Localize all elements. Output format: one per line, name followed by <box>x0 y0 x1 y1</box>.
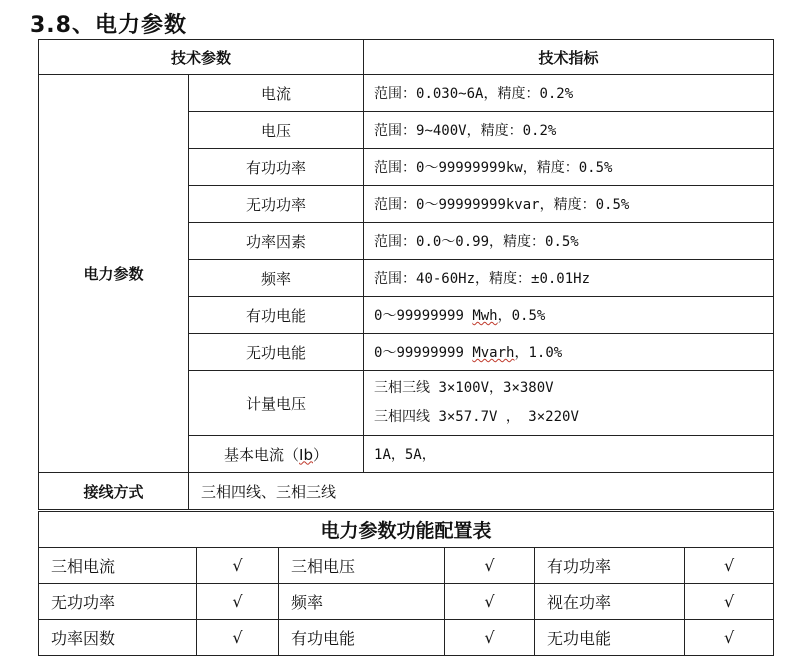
check-mark: √ <box>445 620 535 656</box>
function-name: 频率 <box>279 584 445 620</box>
name-prefix: 基本电流（ <box>224 445 300 464</box>
value-prefix: 0～99999999 <box>374 345 473 361</box>
check-mark: √ <box>197 548 279 584</box>
param-name: 有功功率 <box>189 149 364 186</box>
wiring-label: 接线方式 <box>39 473 189 510</box>
table-row <box>39 75 774 112</box>
section-title: 3.8、电力参数 <box>30 13 187 38</box>
param-value: 范围：40-60Hz，精度：±0.01Hz <box>364 260 774 297</box>
param-name: 功率因素 <box>189 223 364 260</box>
value-suffix: ，0.5% <box>497 308 546 324</box>
function-name: 无功电能 <box>535 620 685 656</box>
param-value: 1A，5A， <box>364 436 774 473</box>
check-mark: √ <box>445 548 535 584</box>
param-value: 范围：0～99999999kw，精度：0.5% <box>364 149 774 186</box>
param-name: 无功电能 <box>189 334 364 371</box>
param-name <box>189 436 364 473</box>
wiring-row <box>39 473 774 510</box>
table-row <box>39 584 774 620</box>
param-value: 范围：9~400V，精度：0.2% <box>364 112 774 149</box>
check-mark: √ <box>685 584 774 620</box>
param-value: 范围：0～99999999kvar，精度：0.5% <box>364 186 774 223</box>
function-name: 功率因数 <box>39 620 197 656</box>
name-unit: Ib <box>299 445 313 464</box>
check-mark: √ <box>197 620 279 656</box>
header-param: 技术参数 <box>39 40 364 75</box>
table-row <box>39 548 774 584</box>
spec-table <box>38 39 774 510</box>
value-suffix: ，1.0% <box>514 345 563 361</box>
function-name: 三相电压 <box>279 548 445 584</box>
param-name: 有功电能 <box>189 297 364 334</box>
param-value: 范围：0.0～0.99，精度：0.5% <box>364 223 774 260</box>
function-table-title: 电力参数功能配置表 <box>39 512 774 548</box>
check-mark: √ <box>445 584 535 620</box>
value-unit: Mvarh <box>472 345 515 361</box>
check-mark: √ <box>685 620 774 656</box>
value-prefix: 0～99999999 <box>374 308 473 324</box>
value-line: 三相三线 3×100V，3×380V <box>374 380 554 396</box>
function-name: 三相电流 <box>39 548 197 584</box>
param-name: 计量电压 <box>189 371 364 436</box>
param-name: 无功功率 <box>189 186 364 223</box>
category-label: 电力参数 <box>39 75 189 473</box>
param-name: 频率 <box>189 260 364 297</box>
check-mark: √ <box>685 548 774 584</box>
param-name: 电压 <box>189 112 364 149</box>
param-value: 范围：0.030~6A，精度：0.2% <box>364 75 774 112</box>
value-unit: Mwh <box>472 308 498 324</box>
function-name: 视在功率 <box>535 584 685 620</box>
function-name: 有功功率 <box>535 548 685 584</box>
param-value <box>364 297 774 334</box>
function-name: 无功功率 <box>39 584 197 620</box>
check-mark: √ <box>197 584 279 620</box>
header-spec: 技术指标 <box>364 40 774 75</box>
param-value <box>364 334 774 371</box>
function-title-row <box>39 512 774 548</box>
table-row <box>39 620 774 656</box>
function-table <box>38 511 774 656</box>
param-name: 电流 <box>189 75 364 112</box>
spec-header-row <box>39 40 774 75</box>
name-suffix: ） <box>312 445 328 464</box>
function-name: 有功电能 <box>279 620 445 656</box>
param-value <box>364 371 774 436</box>
value-line: 三相四线 3×57.7V ， 3×220V <box>374 409 579 425</box>
wiring-value: 三相四线、三相三线 <box>189 473 774 510</box>
